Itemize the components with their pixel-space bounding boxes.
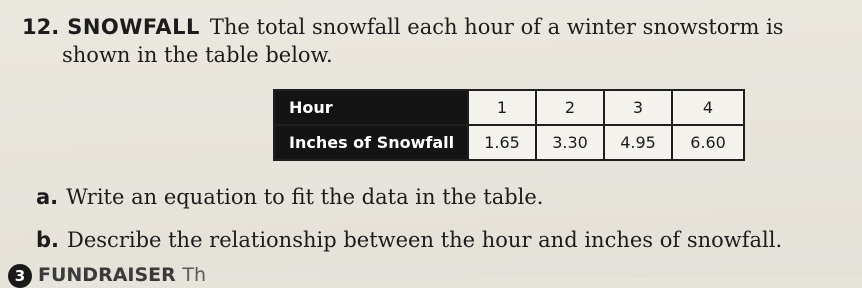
table-cell: 3 xyxy=(604,90,672,125)
next-problem-heading xyxy=(8,264,206,288)
table-cell: 6.60 xyxy=(672,125,744,160)
question-a-letter: a. xyxy=(36,185,59,209)
problem-text-line2: shown in the table below. xyxy=(62,43,333,67)
question-b xyxy=(36,227,782,253)
question-a xyxy=(36,184,543,210)
problem-heading xyxy=(22,14,784,40)
next-problem-text: Th xyxy=(182,264,207,286)
question-a-text: Write an equation to fit the data in the table. xyxy=(66,185,544,209)
next-problem-number: 3 xyxy=(8,264,32,288)
table-row-snowfall xyxy=(274,125,744,160)
question-b-text: Describe the relationship between the hour and inches of snowfall. xyxy=(67,228,783,252)
table-row-hour xyxy=(274,90,744,125)
problem-title: SNOWFALL xyxy=(67,15,200,39)
row-header-snowfall: Inches of Snowfall xyxy=(274,125,468,160)
row-header-hour: Hour xyxy=(274,90,468,125)
next-problem-title: FUNDRAISER xyxy=(38,264,176,286)
problem-text-line1: The total snowfall each hour of a winter snowstorm is xyxy=(209,15,784,39)
table-cell: 3.30 xyxy=(536,125,604,160)
table-cell: 1.65 xyxy=(468,125,536,160)
snowfall-table xyxy=(273,89,745,161)
table-cell: 2 xyxy=(536,90,604,125)
question-b-letter: b. xyxy=(36,228,60,252)
problem-number: 12. xyxy=(22,15,60,39)
table-cell: 4 xyxy=(672,90,744,125)
table-cell: 4.95 xyxy=(604,125,672,160)
table-cell: 1 xyxy=(468,90,536,125)
